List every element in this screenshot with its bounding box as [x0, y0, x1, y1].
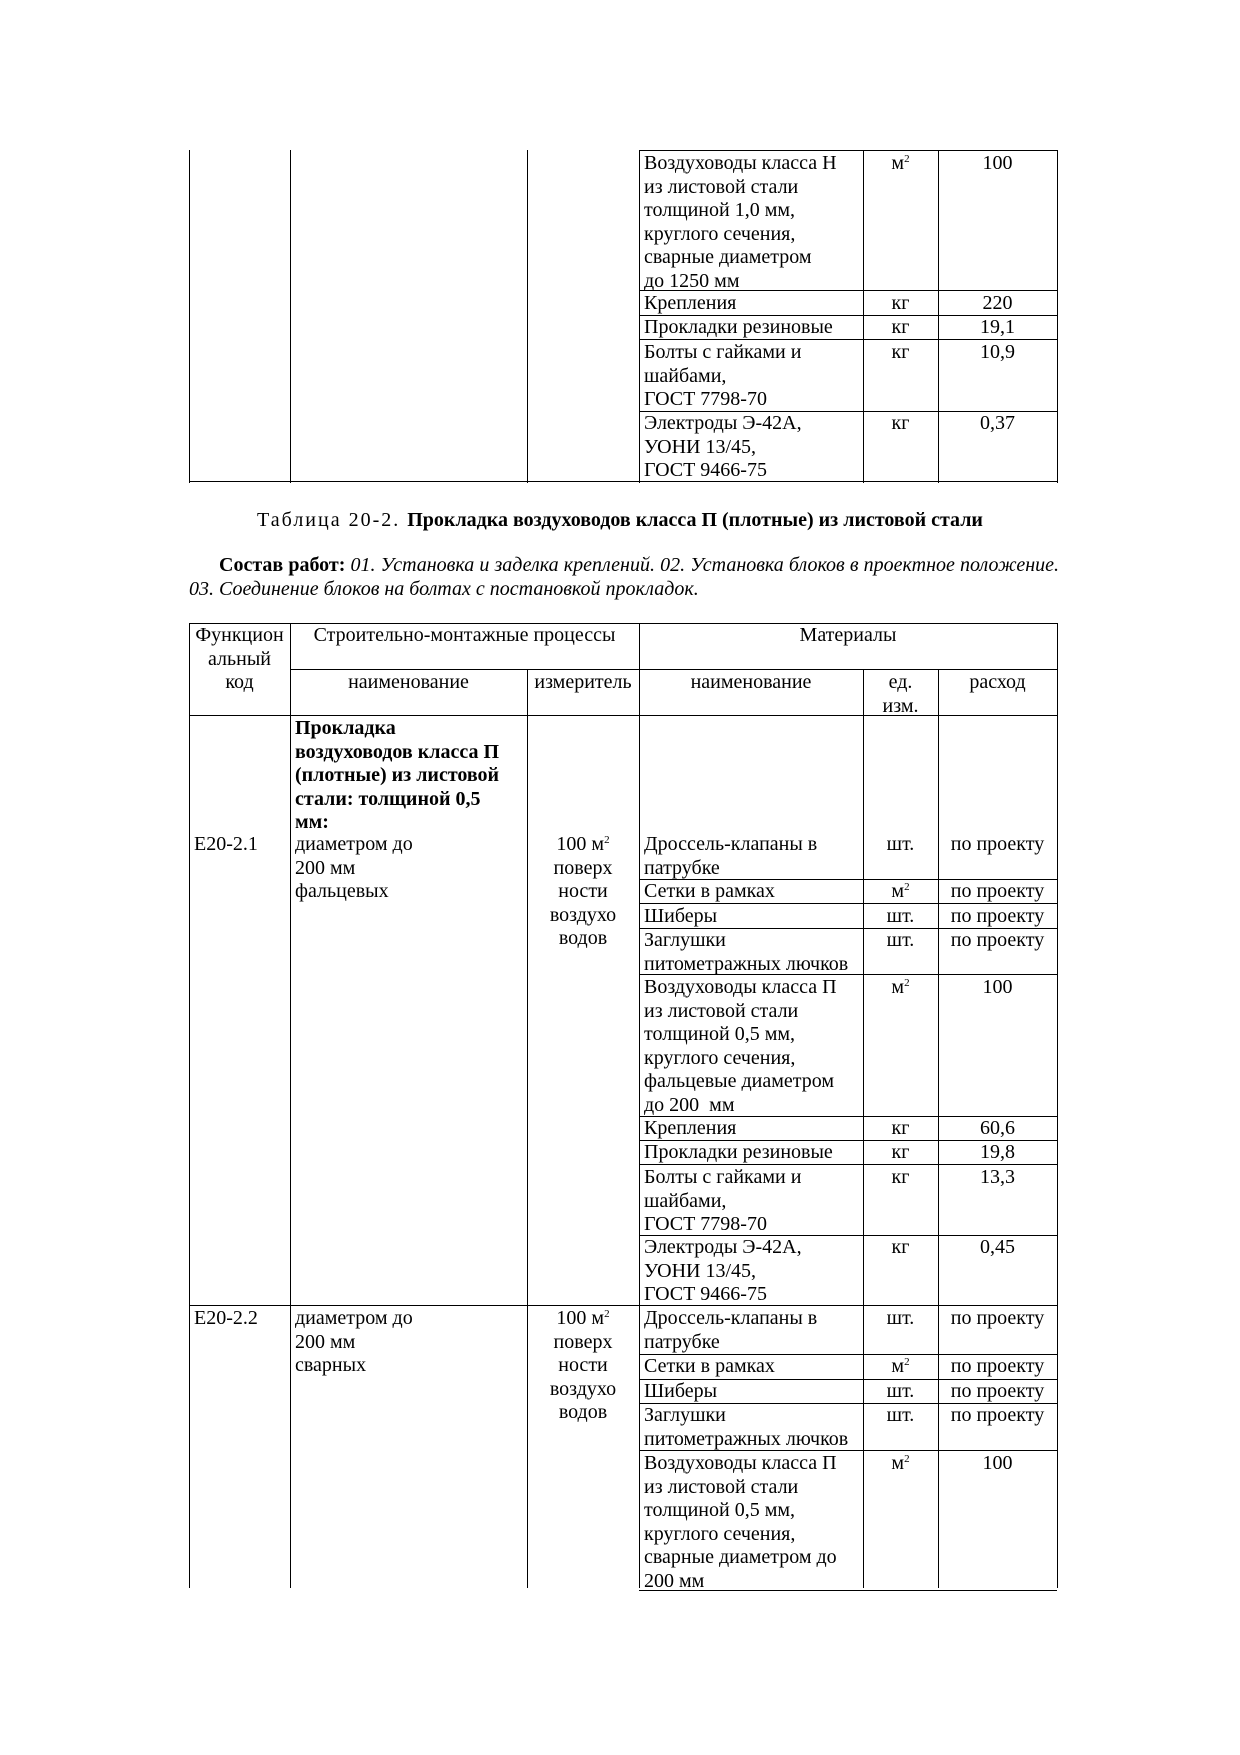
material-unit: кг	[891, 1166, 910, 1188]
process-name: диаметром до 200 мм сварных	[295, 1307, 413, 1376]
function-code: Е20-2.1	[194, 833, 258, 855]
header-process-meter: измеритель	[534, 671, 632, 693]
material-qty: 13,3	[980, 1166, 1015, 1188]
material-unit: $м^2$	[891, 1452, 910, 1474]
material-qty: по проекту	[950, 1380, 1045, 1402]
material-name: Прокладки резиновые	[644, 316, 833, 338]
table-border	[527, 669, 528, 1588]
table-border	[189, 481, 1057, 482]
material-unit: кг	[891, 316, 910, 338]
header-processes: Строительно-монтажные процессы	[313, 624, 616, 646]
material-name: Шиберы	[644, 1380, 718, 1402]
material-qty: 19,1	[980, 316, 1015, 338]
material-qty: 0,45	[980, 1236, 1015, 1258]
material-unit: кг	[891, 1236, 910, 1258]
material-name: Заглушки питометражных лючков	[644, 1404, 849, 1450]
header-materials: Материалы	[799, 624, 897, 646]
material-unit: шт.	[886, 1307, 915, 1329]
header-material-name: наименование	[690, 671, 812, 693]
material-unit: кг	[891, 1117, 910, 1139]
table-border	[290, 150, 291, 483]
composition-label: Состав работ:	[219, 554, 346, 576]
table-border	[527, 150, 528, 483]
material-name: Воздуховоды класса Н из листовой стали толщиной 1,0 мм, круглого сечения, сварные диаметром до 1250 мм	[644, 152, 837, 292]
material-qty: 220	[982, 292, 1013, 314]
material-unit: кг	[891, 1141, 910, 1163]
header-process-name: наименование	[348, 671, 469, 693]
material-unit: кг	[891, 292, 910, 314]
material-qty: 60,6	[980, 1117, 1015, 1139]
header-material-qty: расход	[969, 671, 1026, 693]
material-unit: шт.	[886, 1404, 915, 1426]
table-caption	[0, 508, 1240, 532]
table-border	[189, 1305, 1057, 1306]
material-name: Дроссель-клапаны в патрубке	[644, 833, 818, 879]
material-name: Заглушки питометражных лючков	[644, 929, 849, 975]
process-meter: 100 $м^2$ поверх ности воздухо водов	[549, 1307, 617, 1423]
material-name: Сетки в рамках	[644, 1355, 775, 1377]
material-unit: $м^2$	[891, 1355, 910, 1377]
work-composition	[189, 553, 1059, 601]
material-qty: 0,37	[980, 412, 1015, 434]
material-qty: 100	[982, 152, 1013, 174]
process-meter: 100 $м^2$ поверх ности воздухо водов	[549, 833, 617, 949]
material-name: Дроссель-клапаны в патрубке	[644, 1307, 818, 1353]
material-name: Электроды Э-42А, УОНИ 13/45, ГОСТ 9466-75	[644, 1236, 802, 1305]
material-unit: шт.	[886, 833, 915, 855]
material-name: Сетки в рамках	[644, 880, 775, 902]
caption-prefix: Таблица 20-2.	[257, 509, 408, 531]
material-unit: кг	[891, 341, 910, 363]
material-unit: $м^2$	[891, 880, 910, 902]
table-border	[639, 150, 640, 483]
material-qty: 19,8	[980, 1141, 1015, 1163]
table-border	[1057, 623, 1058, 1588]
material-qty: по проекту	[950, 880, 1045, 902]
material-qty: по проекту	[950, 1404, 1045, 1426]
section-heading: Прокладка воздуховодов класса П (плотные) из листовой стали: толщиной 0,5 мм:	[295, 717, 500, 833]
material-unit: шт.	[886, 905, 915, 927]
table-border	[189, 623, 190, 1588]
material-unit: шт.	[886, 929, 915, 951]
material-qty: 10,9	[980, 341, 1015, 363]
material-unit: $м^2$	[891, 976, 910, 998]
material-name: Электроды Э-42А, УОНИ 13/45, ГОСТ 9466-75	[644, 412, 802, 481]
caption-title: Прокладка воздуховодов класса П (плотные) из листовой стали	[407, 509, 983, 531]
material-name: Воздуховоды класса П из листовой стали толщиной 0,5 мм, круглого сечения, сварные диаметром до 200 мм	[644, 1452, 837, 1592]
material-name: Воздуховоды класса П из листовой стали толщиной 0,5 мм, круглого сечения, фальцевые диаметром до 200 мм	[644, 976, 837, 1116]
material-qty: 100	[982, 976, 1013, 998]
process-name: диаметром до 200 мм фальцевых	[295, 833, 413, 902]
material-unit: $м^2$	[891, 152, 910, 174]
header-material-unit: ед. изм.	[882, 671, 919, 717]
material-name: Болты с гайками и шайбами, ГОСТ 7798-70	[644, 1166, 802, 1235]
material-qty: по проекту	[950, 1355, 1045, 1377]
table-border	[639, 150, 1057, 151]
material-qty: по проекту	[950, 905, 1045, 927]
material-name: Крепления	[644, 1117, 737, 1139]
material-name: Крепления	[644, 292, 737, 314]
header-code: Функцион альный код	[195, 624, 284, 693]
material-unit: кг	[891, 412, 910, 434]
material-qty: по проекту	[950, 1307, 1045, 1329]
material-qty: по проекту	[950, 929, 1045, 951]
table-border	[639, 623, 640, 1588]
composition-text: 01. Установка и заделка креплений. 02. Установка блоков в проектное положение. 03. Соединение блоков на болтах с постановкой прокладок.	[189, 554, 1059, 600]
material-unit: шт.	[886, 1380, 915, 1402]
material-qty: по проекту	[950, 833, 1045, 855]
material-qty: 100	[982, 1452, 1013, 1474]
material-name: Прокладки резиновые	[644, 1141, 833, 1163]
material-name: Шиберы	[644, 905, 718, 927]
table-border	[189, 150, 190, 483]
material-name: Болты с гайками и шайбами, ГОСТ 7798-70	[644, 341, 802, 410]
table-border	[1057, 150, 1058, 483]
table-border	[290, 669, 1057, 670]
table-border	[290, 623, 291, 1588]
function-code: Е20-2.2	[194, 1307, 258, 1329]
